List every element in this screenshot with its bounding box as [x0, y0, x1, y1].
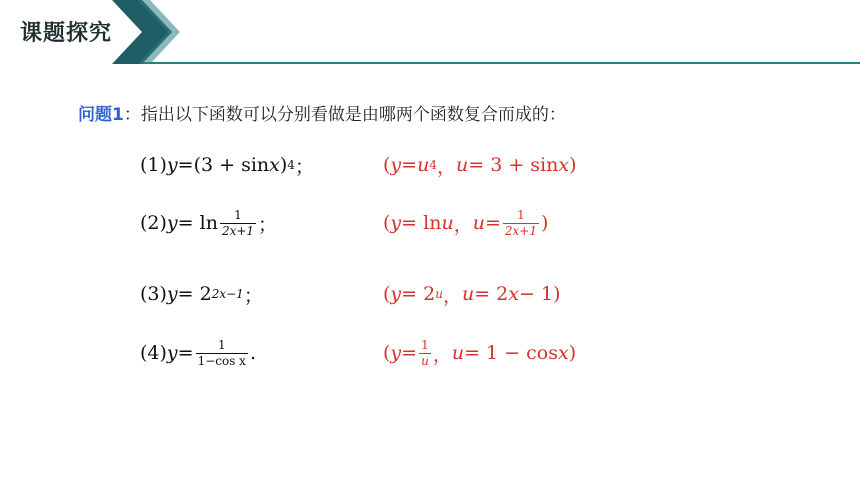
problem-index: (3): [140, 283, 167, 305]
equals-ln: = ln: [401, 212, 442, 234]
equals: =: [401, 154, 418, 176]
problem-3-answer: ( y = 2 u ， u = 2 x − 1 ): [383, 272, 560, 316]
var-y: y: [166, 154, 178, 176]
problem-2-expression: [140, 201, 277, 245]
inner-tail: − 1: [519, 283, 554, 305]
close-paren: ): [540, 212, 549, 234]
fraction: [196, 339, 248, 367]
var-u: u: [441, 212, 454, 234]
equals: =: [484, 212, 501, 234]
inner-expr: = 2: [474, 283, 509, 305]
denominator: 2x+1: [504, 223, 537, 238]
denominator: 1−cos x: [197, 353, 246, 368]
var-u: u: [455, 154, 469, 176]
problem-row-3: [140, 272, 740, 316]
question-label: 问题1: [78, 105, 124, 125]
var-y: y: [390, 283, 402, 305]
var-y: y: [390, 342, 402, 364]
separator: ，: [436, 155, 456, 178]
separator: ，: [432, 343, 452, 366]
open-paren: (: [383, 342, 391, 364]
numerator: 1: [234, 207, 242, 222]
open-paren: (: [383, 154, 391, 176]
page-title: 课题探究: [20, 21, 113, 46]
var-u: u: [451, 342, 465, 364]
fraction: [503, 209, 539, 237]
var-x: x: [557, 342, 569, 364]
var-x: x: [269, 154, 280, 176]
close-paren: ): [553, 283, 561, 305]
terminator: ；: [294, 155, 314, 178]
fraction: [419, 339, 431, 367]
terminator: ；: [258, 213, 278, 236]
problem-1-expression: (1) y = (3 + sin x ) 4 ；: [140, 143, 314, 187]
problem-3-expression: (3) y = 2 2x−1 ；: [140, 272, 263, 316]
close-paren: ): [279, 154, 288, 176]
close-paren: ): [568, 342, 577, 364]
inner-expr: = 1 − cos: [464, 342, 558, 364]
denominator: u: [421, 353, 429, 368]
separator: ，: [442, 284, 462, 307]
var-x: x: [558, 154, 570, 176]
equals: =: [401, 342, 418, 364]
var-y: y: [390, 154, 402, 176]
var-u: u: [461, 283, 475, 305]
problem-1-answer: ( y = u 4 ， u = 3 + sin x ): [383, 143, 577, 187]
denominator: 2x+1: [221, 223, 255, 238]
problem-4-answer: [383, 331, 576, 375]
problem-4-expression: [140, 331, 256, 375]
var-y: y: [166, 212, 178, 234]
equals-ln: = ln: [177, 212, 218, 234]
inner-expr: = 3 + sin: [468, 154, 559, 176]
numerator: 1: [217, 337, 226, 352]
banner-shape: [0, 0, 860, 70]
separator: ，: [453, 213, 473, 236]
problem-row-4: [140, 331, 740, 375]
terminator: ；: [243, 284, 263, 307]
fraction: [220, 209, 256, 237]
problem-row-1: [140, 143, 740, 187]
terminator: .: [249, 342, 256, 364]
equals-base: = 2: [401, 283, 436, 305]
problem-index: (2): [140, 212, 167, 234]
problem-row-2: [140, 201, 740, 245]
expr-body: (3 + sin: [193, 154, 270, 176]
question-line: [78, 100, 566, 125]
open-paren: (: [383, 212, 391, 234]
var-y: y: [166, 283, 178, 305]
var-u: u: [417, 154, 430, 176]
problem-index: (1): [140, 154, 167, 176]
var-y: y: [166, 342, 178, 364]
open-paren: (: [383, 283, 391, 305]
var-u: u: [472, 212, 485, 234]
var-x: x: [508, 283, 519, 305]
problem-2-answer: [383, 201, 548, 245]
var-y: y: [390, 212, 402, 234]
header-banner: [0, 0, 860, 70]
question-text: ：指出以下函数可以分别看做是由哪两个函数复合而成的：: [123, 105, 566, 125]
problem-index: (4): [140, 342, 167, 364]
numerator: 1: [517, 207, 525, 222]
numerator: 1: [421, 337, 429, 352]
equals: =: [177, 342, 194, 364]
close-paren: ): [569, 154, 577, 176]
equals: =: [177, 154, 194, 176]
equals-base: = 2: [177, 283, 212, 305]
